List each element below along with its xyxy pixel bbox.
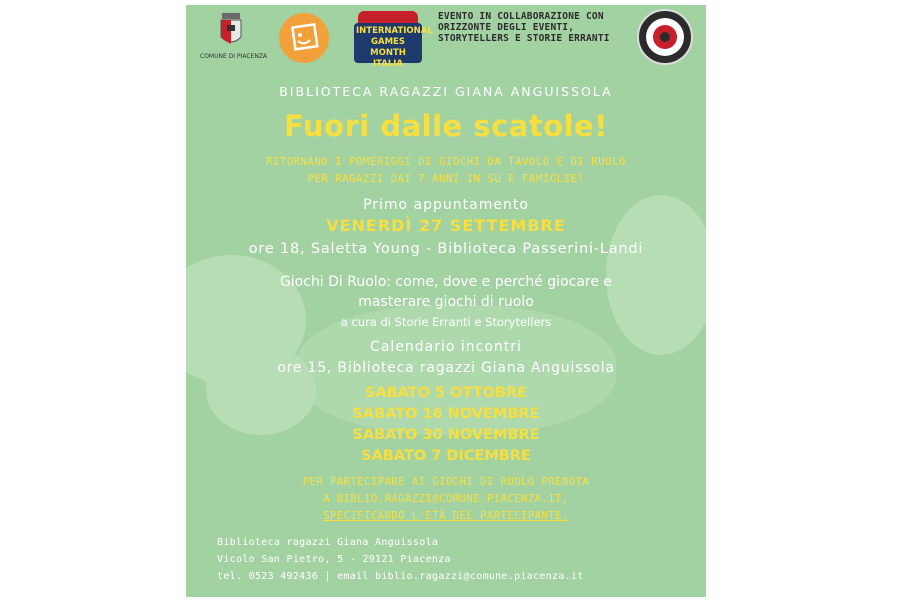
games-month-text: INTERNATIONAL GAMES MONTH ITALIA <box>356 26 433 69</box>
games-logo-circle <box>279 13 329 63</box>
date-item: SABATO 16 NOVEMBRE <box>352 406 540 422</box>
topic-curator: a cura di Storie Erranti e Storytellers <box>340 315 552 329</box>
comune-caption: COMUNE DI PIACENZA <box>200 53 268 60</box>
coat-of-arms-icon <box>219 13 243 49</box>
topic-line-1: Giochi Di Ruolo: come, dove e perché giocare e <box>279 274 613 290</box>
first-appointment-place: ore 18, Saletta Young - Biblioteca Passerini-Landi <box>248 241 644 257</box>
calendar-place: ore 15, Biblioteca ragazzi Giana Anguissola <box>277 360 615 376</box>
calendar-label: Calendario incontri <box>370 339 522 355</box>
collaboration-note: EVENTO IN COLLABORAZIONE CON ORIZZONTE DEGLI EVENTI, STORYTELLERS E STORIE ERRANTI <box>438 11 610 44</box>
date-item: SABATO 7 DICEMBRE <box>361 448 531 464</box>
intro-line-1: RITORNANO I POMERIGGI DI GIOCHI DA TAVOLO E DI RUOLO <box>266 156 626 168</box>
footer-library-name: Biblioteca ragazzi Giana Anguissola <box>217 537 439 548</box>
international-games-month-logo <box>354 11 433 69</box>
first-appointment-date: VENERDÌ 27 SETTEMBRE <box>326 216 566 235</box>
event-poster <box>186 5 706 597</box>
intro-line-2: PER RAGAZZI DAI 7 ANNI IN SU E FAMIGLIE! <box>307 173 585 185</box>
library-name: BIBLIOTECA RAGAZZI GIANA ANGUISSOLA <box>279 84 613 99</box>
booking-line-1: PER PARTECIPARE AI GIOCHI DI RUOLO PRENOTA <box>302 476 590 488</box>
booking-line-3: SPECIFICANDO L'ETÀ DEL PARTECIPANTE. <box>323 510 569 522</box>
comune-logo <box>200 13 268 75</box>
topic-line-2: masterare giochi di ruolo <box>358 294 534 310</box>
poster-title: Fuori dalle scatole! <box>284 109 608 143</box>
booking-email[interactable]: A BIBLIO.RAGAZZI@COMUNE.PIACENZA.IT, <box>323 493 569 505</box>
date-item: SABATO 30 NOVEMBRE <box>352 427 540 443</box>
date-item: SABATO 5 OTTOBRE <box>364 385 528 401</box>
first-appointment-label: Primo appuntamento <box>363 197 529 213</box>
footer-contacts: tel. 0523 492436 | email biblio.ragazzi@comune.piacenza.it <box>217 571 584 582</box>
orizzonte-logo <box>637 9 693 65</box>
smiley-icon <box>279 13 329 63</box>
orizzonte-emblem-icon <box>639 11 691 63</box>
footer-address: Vicolo San Pietro, 5 - 29121 Piacenza <box>217 554 451 565</box>
